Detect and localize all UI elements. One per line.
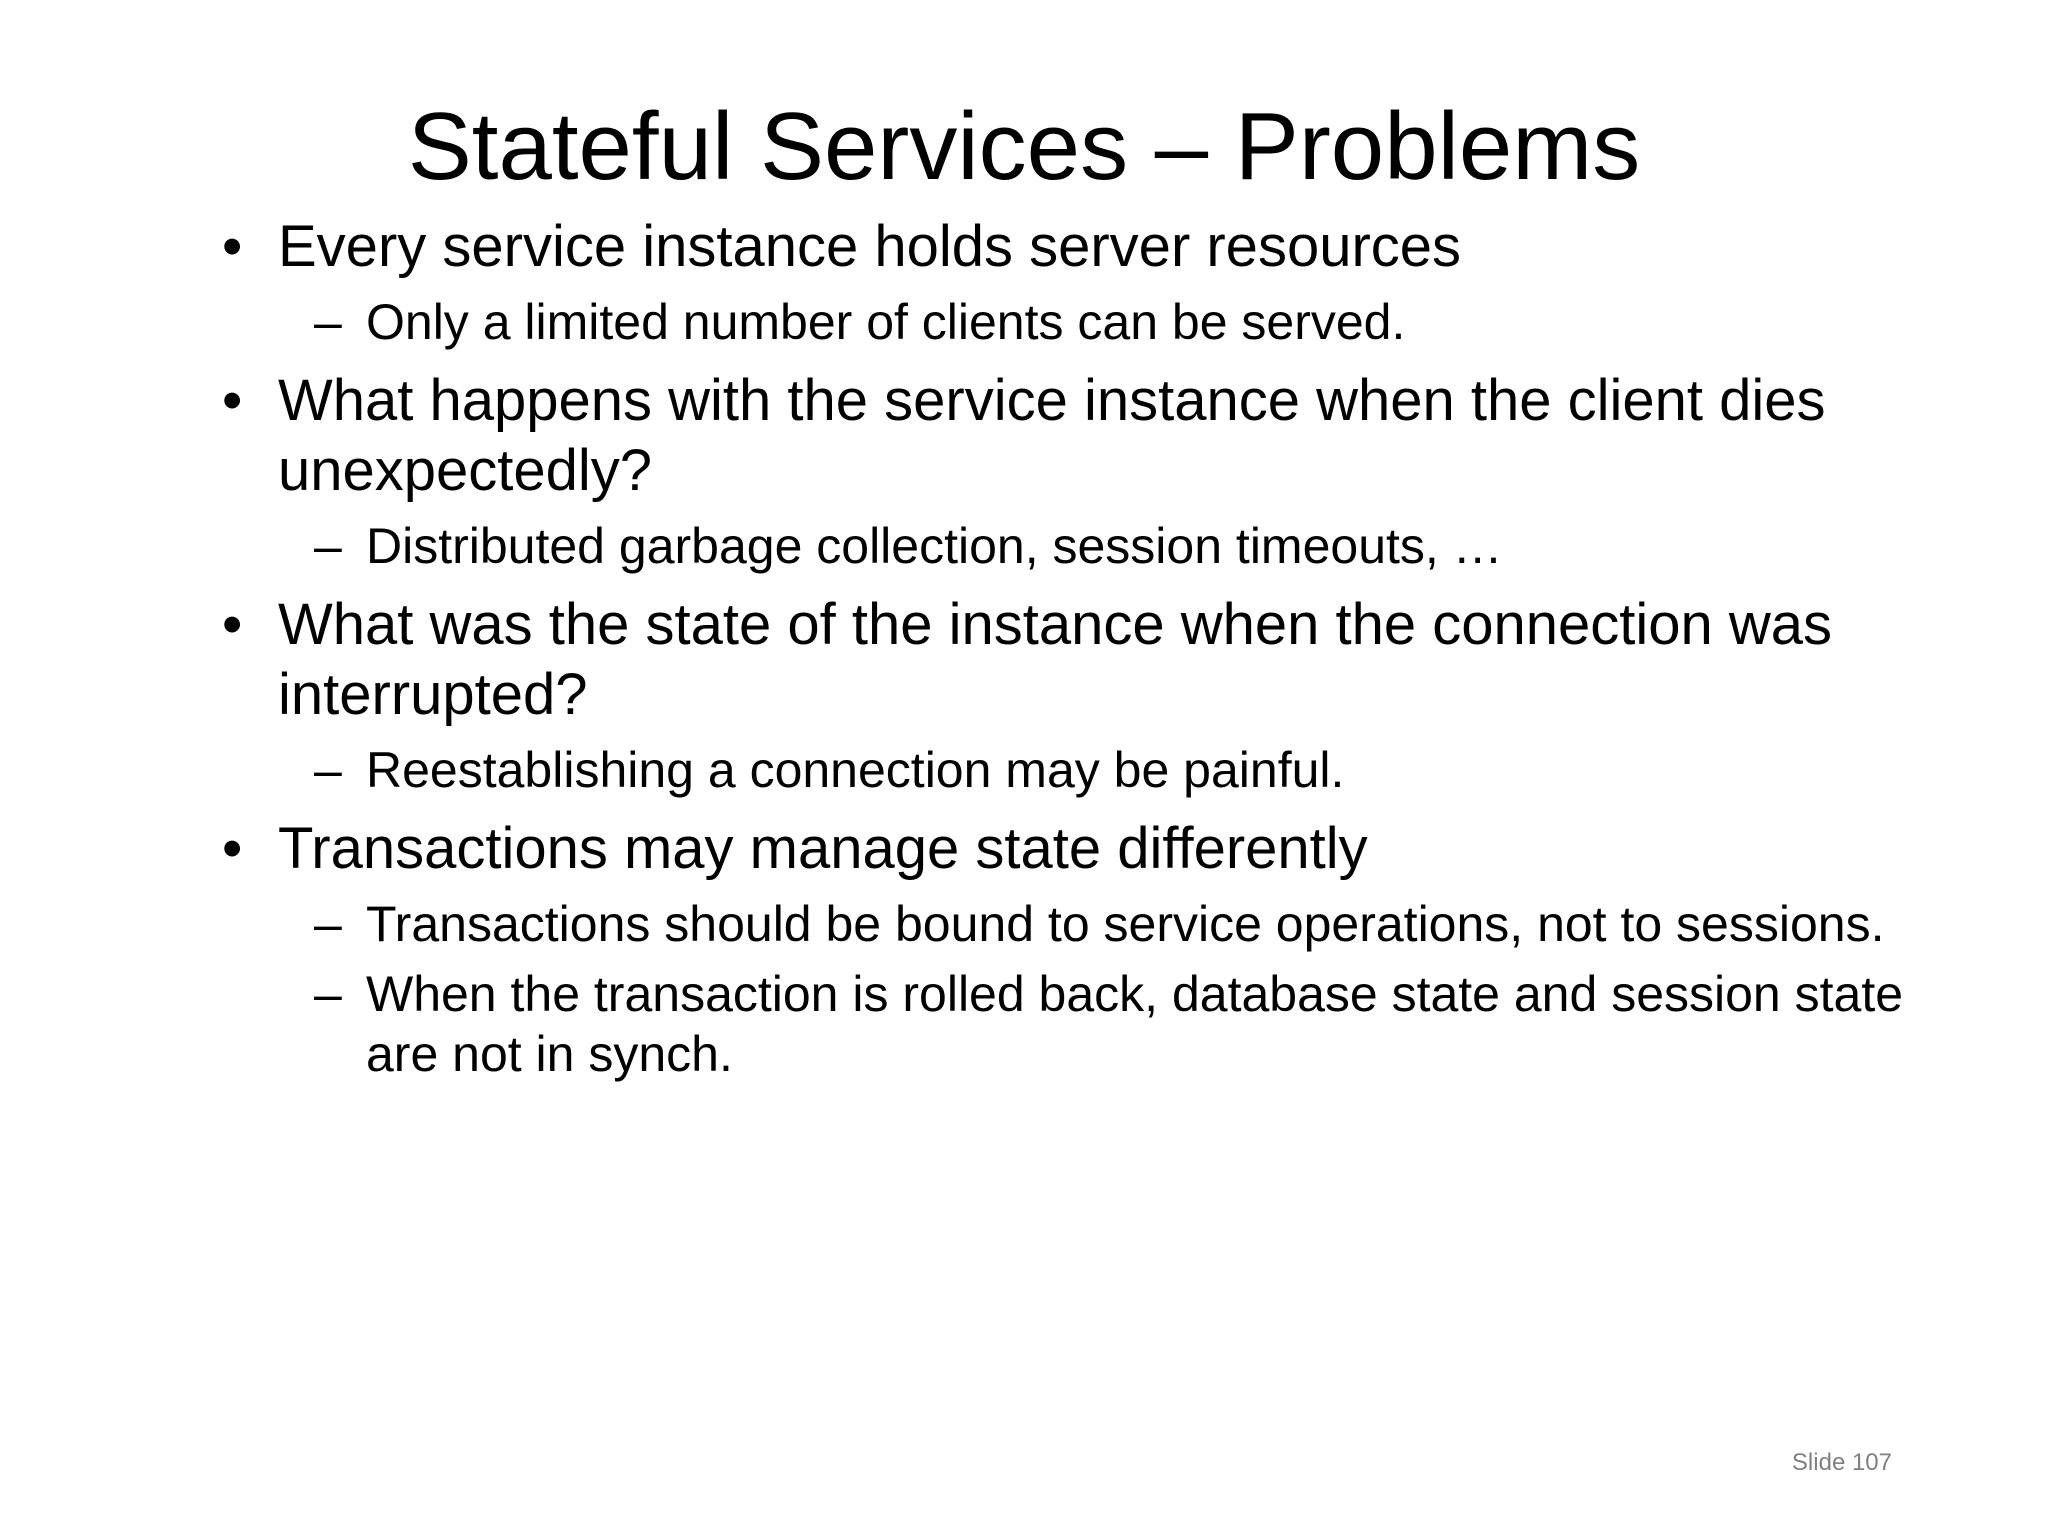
bullet-text: What was the state of the instance when the connection was interrupted? bbox=[278, 592, 1833, 727]
bullet-item bbox=[214, 814, 1934, 884]
sub-bullet-text: Only a limited number of clients can be served. bbox=[366, 294, 1406, 350]
sub-bullet-item bbox=[214, 516, 1934, 576]
sub-bullet-item bbox=[214, 894, 1934, 954]
dash-icon: – bbox=[314, 518, 342, 574]
bullet-icon: • bbox=[222, 214, 243, 279]
sub-bullet-text: Distributed garbage collection, session timeouts, … bbox=[366, 518, 1503, 574]
slide-content bbox=[214, 212, 1934, 1084]
bullet-item bbox=[214, 590, 1934, 730]
bullet-item bbox=[214, 366, 1934, 506]
dash-icon: – bbox=[314, 896, 342, 952]
bullet-icon: • bbox=[222, 592, 243, 657]
slide-title: Stateful Services – Problems bbox=[407, 93, 1641, 200]
sub-bullet-text: Transactions should be bound to service operations, not to sessions. bbox=[366, 896, 1885, 952]
sub-bullet-item bbox=[214, 740, 1934, 800]
bullet-icon: • bbox=[222, 816, 243, 881]
slide-number: Slide 107 bbox=[1791, 1449, 1892, 1476]
sub-bullet-item bbox=[214, 964, 1934, 1084]
dash-icon: – bbox=[314, 294, 342, 350]
dash-icon: – bbox=[314, 742, 342, 798]
bullet-item bbox=[214, 212, 1934, 282]
dash-icon: – bbox=[314, 966, 342, 1022]
bullet-icon: • bbox=[222, 368, 243, 433]
bullet-text: What happens with the service instance when the client dies unexpectedly? bbox=[278, 368, 1826, 503]
sub-bullet-text: When the transaction is rolled back, database state and session state are not in synch. bbox=[366, 966, 1904, 1082]
sub-bullet-item bbox=[214, 292, 1934, 352]
bullet-text: Every service instance holds server resources bbox=[278, 214, 1462, 279]
bullet-text: Transactions may manage state differently bbox=[278, 816, 1368, 881]
sub-bullet-text: Reestablishing a connection may be painful. bbox=[366, 742, 1345, 798]
